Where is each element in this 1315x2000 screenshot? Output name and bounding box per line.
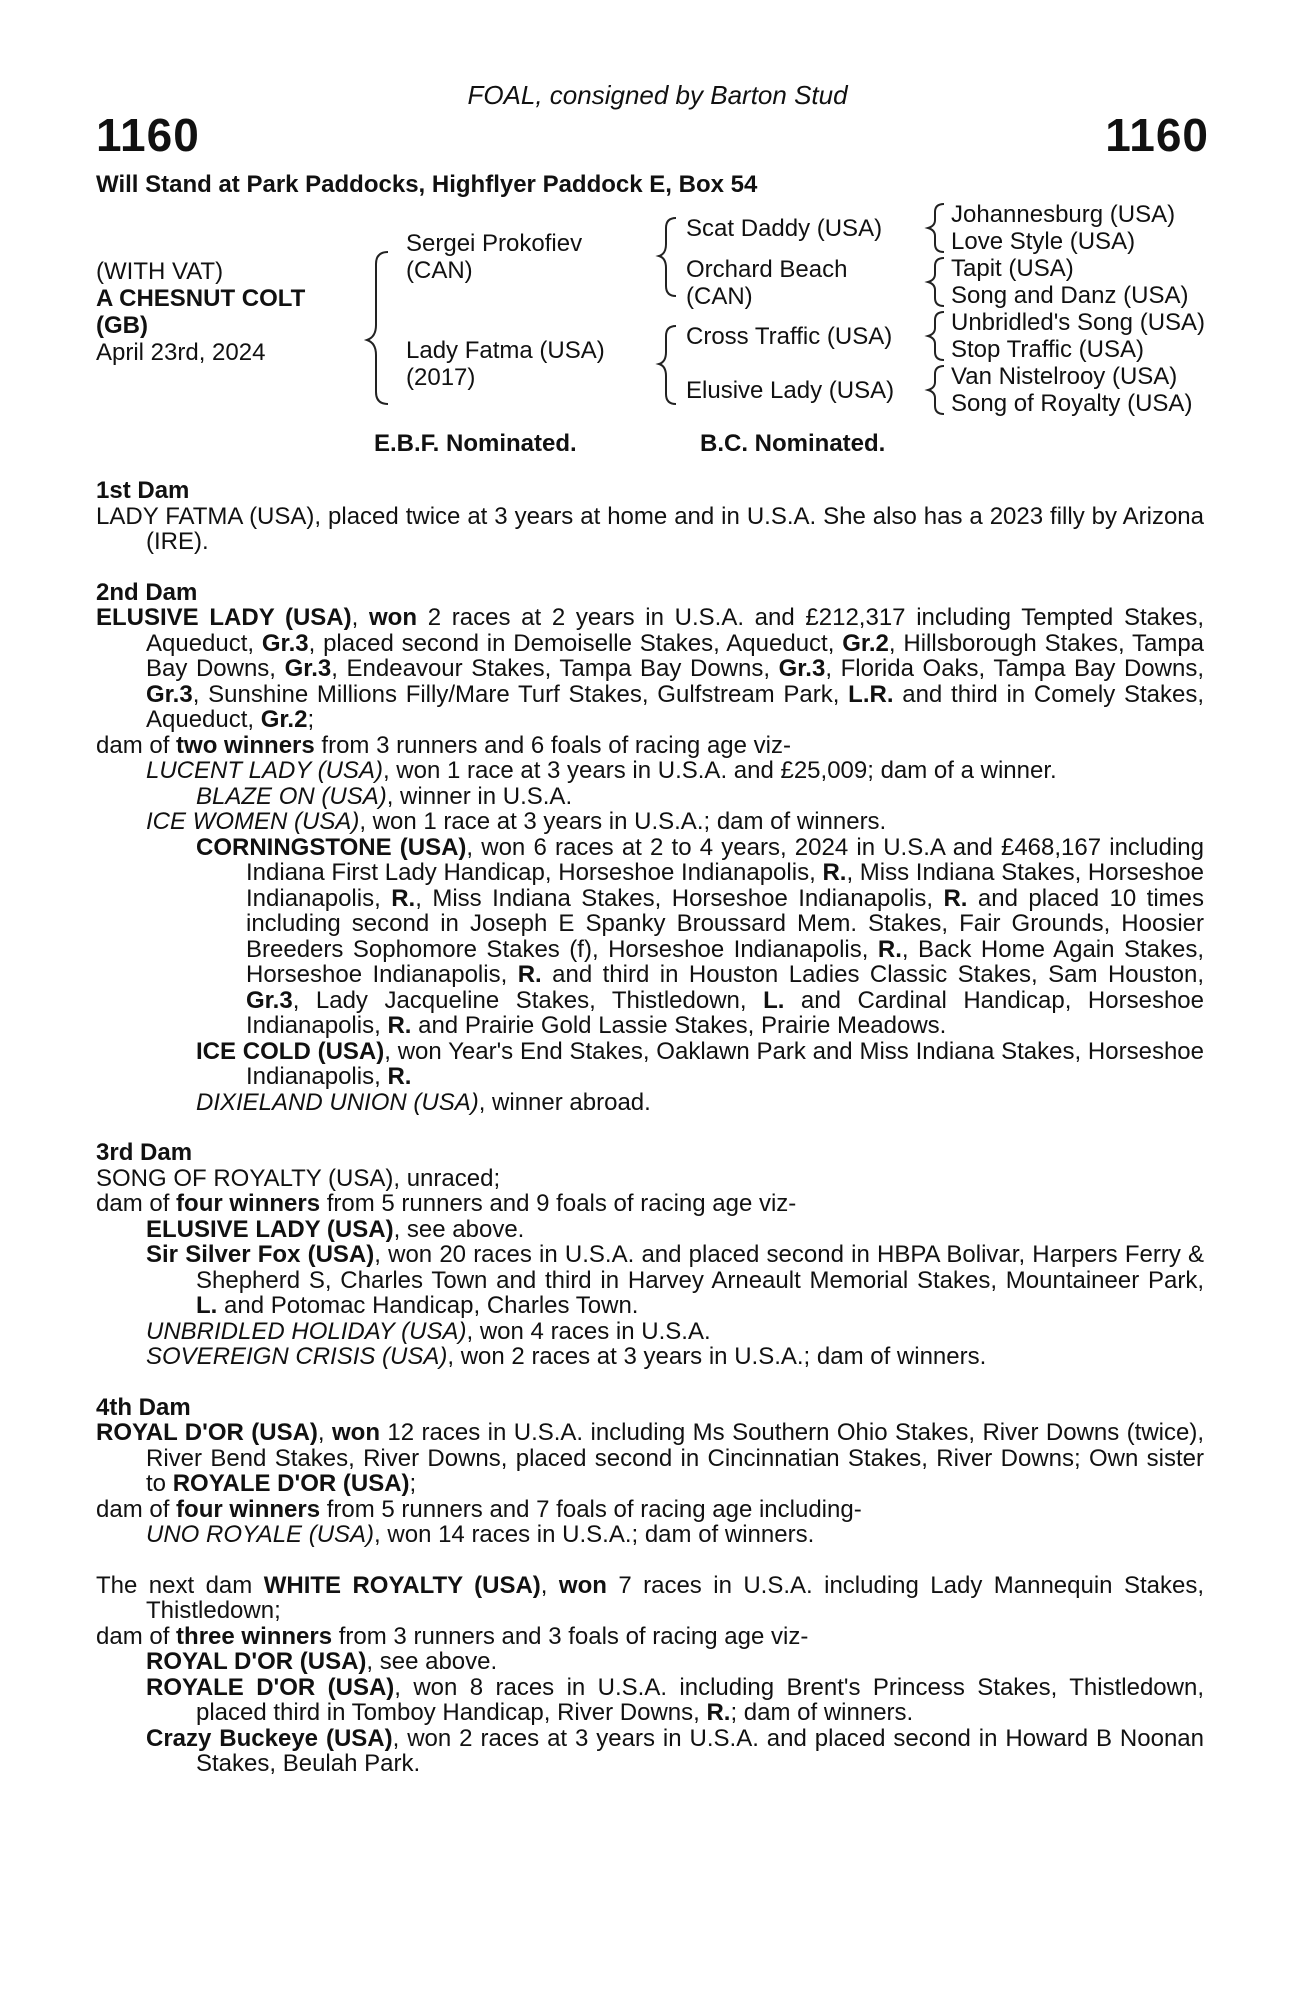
- ebf-nomination: E.B.F. Nominated.: [374, 430, 577, 457]
- produce-uno-royale: [96, 1522, 1204, 1548]
- gen3-sss: Johannesburg (USA): [951, 201, 1176, 228]
- fourth-dam-section: [96, 1395, 1204, 1548]
- second-dam-produce-summary: [96, 733, 1204, 759]
- sep: ,: [351, 604, 370, 631]
- next-dam-t1: 7 races in U.S.A. including Lady Mannequin Stakes, Thistledown;: [146, 1571, 1204, 1624]
- produce-name: ICE COLD (USA): [196, 1037, 385, 1065]
- third-dam-line: SONG OF ROYALTY (USA), unraced;: [96, 1164, 501, 1192]
- produce-dixieland-union: [96, 1090, 1204, 1116]
- brace-dam: [659, 326, 676, 404]
- grade: L.: [196, 1292, 218, 1319]
- next-dam-won: won: [558, 1571, 607, 1599]
- grade: R.: [877, 935, 902, 963]
- grade: Gr.3: [261, 629, 309, 657]
- horse-name-country: (GB): [96, 312, 148, 339]
- dam-of-a: dam of: [96, 731, 177, 759]
- second-dam-name: ELUSIVE LADY (USA): [96, 604, 352, 631]
- dam-of-c: from 3 runners and 6 foals of racing age viz-: [314, 731, 791, 759]
- fourth-dam-paragraph: [96, 1420, 1204, 1497]
- gen3-ssd: Love Style (USA): [951, 228, 1136, 255]
- vat-note: (WITH VAT): [96, 258, 224, 285]
- produce-text: , winner abroad.: [478, 1088, 651, 1116]
- lot-number-left: 1160: [96, 109, 200, 161]
- produce-text: , won 8 races in U.S.A. including Brent's Princess Stakes, Thistledown, placed third in Tomboy Handicap, River Downs,: [196, 1673, 1204, 1726]
- produce-ice-women: [96, 809, 1204, 835]
- second-dam-won: won: [369, 604, 418, 631]
- produce-text: , won 2 races at 3 years in U.S.A.; dam of winners.: [447, 1343, 987, 1370]
- brace-ds: [928, 312, 944, 360]
- sep: ,: [317, 1419, 332, 1446]
- produce-crazy-buckeye: [96, 1726, 1204, 1777]
- produce-sir-silver-fox: [96, 1242, 1204, 1319]
- second-dam-t4: , Endeavour Stakes, Tampa Bay Downs,: [331, 655, 779, 682]
- next-dam-produce-summary: [96, 1624, 1204, 1650]
- horse-dob: April 23rd, 2024: [96, 339, 266, 366]
- gen3-dsd: Stop Traffic (USA): [951, 336, 1144, 363]
- grade: Gr.2: [842, 629, 889, 657]
- catalogue-content: [96, 478, 1204, 1802]
- second-dam-t6: , Sunshine Millions Filly/Mare Turf Stakes, Gulfstream Park,: [192, 680, 849, 708]
- grade: R.: [822, 859, 847, 886]
- grade: R.: [517, 961, 542, 988]
- next-dam-paragraph: [96, 1573, 1204, 1624]
- produce-text: , Miss Indiana Stakes, Horseshoe Indianapolis,: [246, 859, 1204, 912]
- lot-number-right: 1160: [1105, 109, 1209, 161]
- produce-royale-dor: [96, 1675, 1204, 1726]
- produce-ice-cold: [96, 1039, 1204, 1090]
- produce-text: , see above.: [366, 1648, 498, 1675]
- sire-dam-line1: Orchard Beach: [686, 256, 848, 283]
- produce-name: UNBRIDLED HOLIDAY (USA): [146, 1317, 467, 1345]
- grade: L.: [763, 986, 785, 1014]
- produce-text: and Prairie Gold Lassie Stakes, Prairie Meadows.: [411, 1012, 947, 1039]
- produce-text: , won 20 races in U.S.A. and placed second in HBPA Bolivar, Harpers Ferry & Shepherd S, Charles Town and third in Harvey Arneault Memorial Stakes, Mountaineer Park,: [196, 1241, 1205, 1294]
- grade: R.: [387, 1012, 412, 1039]
- produce-text: , Back Home Again Stakes, Horseshoe Indianapolis,: [246, 935, 1204, 988]
- grade: R.: [391, 884, 416, 912]
- produce-text: , won 14 races in U.S.A.; dam of winners.: [374, 1521, 815, 1548]
- gen3-dds: Van Nistelrooy (USA): [951, 363, 1178, 390]
- second-dam-paragraph: [96, 605, 1204, 733]
- grade: R.: [943, 884, 968, 912]
- consignor-line: FOAL, consigned by Barton Stud: [467, 80, 848, 110]
- dam-name-text: Lady Fatma (USA): [406, 337, 605, 364]
- dam-year: (2017): [406, 364, 476, 391]
- third-dam-heading: 3rd Dam: [96, 1139, 193, 1166]
- second-dam-t8: ;: [307, 706, 315, 733]
- brace-dd: [928, 366, 944, 414]
- first-dam-section: [96, 478, 1204, 555]
- produce-text: , Miss Indiana Stakes, Horseshoe Indianapolis,: [415, 884, 944, 912]
- produce-name: DIXIELAND UNION (USA): [196, 1088, 479, 1116]
- dam-of-b: four winners: [176, 1495, 321, 1523]
- gen3-sdd: Song and Danz (USA): [951, 282, 1189, 309]
- sire-dam-line2: (CAN): [686, 283, 753, 310]
- produce-text: , won 1 race at 3 years in U.S.A. and £25,009; dam of a winner.: [382, 757, 1057, 784]
- produce-text: , Lady Jacqueline Stakes, Thistledown,: [292, 986, 764, 1014]
- brace-sd: [928, 258, 944, 306]
- second-dam-t1: 2 races at 2 years in U.S.A. and £212,317 including Tempted Stakes, Aqueduct,: [146, 604, 1204, 657]
- second-dam-t3: , Hillsborough Stakes, Tampa Bay Downs,: [146, 629, 1205, 682]
- dam-of-c: from 5 runners and 9 foals of racing age viz-: [320, 1190, 797, 1217]
- first-dam-name: LADY FATMA (USA): [96, 502, 315, 530]
- fourth-dam-sister: ROYALE D'OR (USA): [172, 1470, 410, 1497]
- produce-text: , see above.: [393, 1215, 525, 1243]
- second-dam-t5: , Florida Oaks, Tampa Bay Downs,: [825, 655, 1204, 682]
- second-dam-t2: , placed second in Demoiselle Stakes, Aqueduct,: [308, 629, 843, 657]
- next-dam-intro: The next dam: [96, 1571, 264, 1599]
- sire-dam: [686, 256, 847, 310]
- produce-text: and Potomac Handicap, Charles Town.: [217, 1292, 639, 1319]
- produce-text: , won 1 race at 3 years in U.S.A.; dam of winners.: [359, 808, 887, 835]
- produce-text: , won 4 races in U.S.A.: [466, 1317, 711, 1345]
- dam-name: [406, 337, 605, 391]
- fourth-dam-heading: 4th Dam: [96, 1393, 191, 1421]
- grade: Gr.3: [146, 680, 193, 708]
- second-dam-heading: 2nd Dam: [96, 578, 198, 606]
- gen3-dss: Unbridled's Song (USA): [951, 309, 1206, 336]
- produce-text: , won 2 races at 3 years in U.S.A. and placed second in Howard B Noonan Stakes, Beulah Park.: [196, 1724, 1204, 1777]
- dam-of-c: from 3 runners and 3 foals of racing age viz-: [332, 1622, 809, 1650]
- grade: Gr.2: [260, 706, 308, 733]
- dam-dam: Elusive Lady (USA): [686, 377, 895, 404]
- horse-name: A CHESNUT COLT: [96, 285, 306, 312]
- fourth-dam-t2: ;: [409, 1470, 417, 1497]
- sep: ,: [540, 1571, 559, 1599]
- produce-name: UNO ROYALE (USA): [146, 1521, 375, 1548]
- sire-sire: Scat Daddy (USA): [686, 215, 883, 242]
- gen3-sds: Tapit (USA): [951, 255, 1074, 282]
- produce-blaze-on: [96, 784, 1204, 810]
- produce-name: BLAZE ON (USA): [196, 782, 387, 810]
- stand-location: Will Stand at Park Paddocks, Highflyer Paddock E, Box 54: [96, 171, 758, 198]
- sire-name: [406, 230, 582, 284]
- dam-of-a: dam of: [96, 1622, 177, 1650]
- dam-of-a: dam of: [96, 1190, 177, 1217]
- produce-elusive-lady: [96, 1217, 1204, 1243]
- next-dam-section: [96, 1573, 1204, 1777]
- produce-text: and Cardinal Handicap, Horseshoe Indianapolis,: [246, 986, 1204, 1039]
- produce-name: CORNINGSTONE (USA): [196, 833, 467, 861]
- dam-of-b: three winners: [176, 1622, 333, 1650]
- brace-sire-dam: [367, 252, 388, 404]
- produce-name: Sir Silver Fox (USA): [146, 1241, 375, 1268]
- produce-unbridled-holiday: [96, 1319, 1204, 1345]
- produce-text: and third in Houston Ladies Classic Stakes, Sam Houston,: [541, 961, 1204, 988]
- next-dam-name: WHITE ROYALTY (USA): [263, 1571, 541, 1599]
- produce-name: ELUSIVE LADY (USA): [146, 1215, 394, 1243]
- produce-text: , winner in U.S.A.: [386, 782, 573, 810]
- brace-ss: [928, 204, 944, 252]
- second-dam-t7: and third in Comely Stakes, Aqueduct,: [146, 680, 1205, 733]
- produce-name: LUCENT LADY (USA): [146, 757, 383, 784]
- produce-text: , won Year's End Stakes, Oaklawn Park and Miss Indiana Stakes, Horseshoe Indianapolis,: [246, 1037, 1204, 1090]
- dam-of-b: two winners: [176, 731, 315, 759]
- first-dam-heading: 1st Dam: [96, 477, 190, 504]
- sire-name-text: Sergei Prokofiev: [406, 230, 583, 257]
- produce-name: ROYALE D'OR (USA): [146, 1673, 395, 1701]
- produce-corningstone: [96, 835, 1204, 1039]
- gen3-ddd: Song of Royalty (USA): [951, 390, 1193, 417]
- fourth-dam-produce-summary: [96, 1497, 1204, 1523]
- fourth-dam-name: ROYAL D'OR (USA): [96, 1419, 318, 1446]
- third-dam-produce-summary: [96, 1191, 1204, 1217]
- produce-text: ; dam of winners.: [730, 1699, 914, 1726]
- bc-nomination: B.C. Nominated.: [700, 430, 886, 457]
- dam-sire: Cross Traffic (USA): [686, 323, 893, 350]
- produce-name: Crazy Buckeye (USA): [146, 1724, 393, 1752]
- grade: R.: [706, 1699, 731, 1726]
- grade: R.: [387, 1063, 412, 1090]
- dam-of-c: from 5 runners and 7 foals of racing age including-: [320, 1495, 862, 1523]
- second-dam-section: [96, 580, 1204, 1116]
- third-dam-section: [96, 1140, 1204, 1370]
- produce-text: , won 6 races at 2 to 4 years, 2024 in U.S.A and £468,167 including Indiana First Lady Handicap, Horseshoe Indianapolis,: [246, 833, 1204, 886]
- grade: Gr.3: [284, 655, 332, 682]
- dam-of-a: dam of: [96, 1495, 177, 1523]
- produce-name: ROYAL D'OR (USA): [146, 1648, 367, 1675]
- produce-sovereign-crisis: [96, 1344, 1204, 1370]
- dam-of-b: four winners: [176, 1190, 321, 1217]
- produce-royal-dor: [96, 1649, 1204, 1675]
- grade: L.R.: [848, 680, 894, 708]
- sire-country: (CAN): [406, 257, 473, 284]
- fourth-dam-t1: 12 races in U.S.A. including Ms Southern Ohio Stakes, River Downs (twice), River Bend Stakes, River Downs, placed second in Cincinnatian Stakes, River Downs; Own sister to: [146, 1419, 1204, 1497]
- produce-lucent-lady: [96, 758, 1204, 784]
- brace-sire: [659, 218, 676, 296]
- produce-name: ICE WOMEN (USA): [146, 808, 360, 835]
- grade: Gr.3: [246, 986, 293, 1014]
- produce-name: SOVEREIGN CRISIS (USA): [146, 1343, 448, 1370]
- first-dam-text: , placed twice at 3 years at home and in U.S.A. She also has a 2023 filly by Arizona (IRE).: [146, 502, 1205, 555]
- first-dam-paragraph: [96, 504, 1204, 555]
- fourth-dam-won: won: [332, 1419, 380, 1446]
- grade: Gr.3: [778, 655, 826, 682]
- produce-text: and placed 10 times including second in Joseph E Spanky Broussard Mem. Stakes, Fair Grounds, Hoosier Breeders Sophomore Stakes (f), Horseshoe Indianapolis,: [246, 884, 1205, 963]
